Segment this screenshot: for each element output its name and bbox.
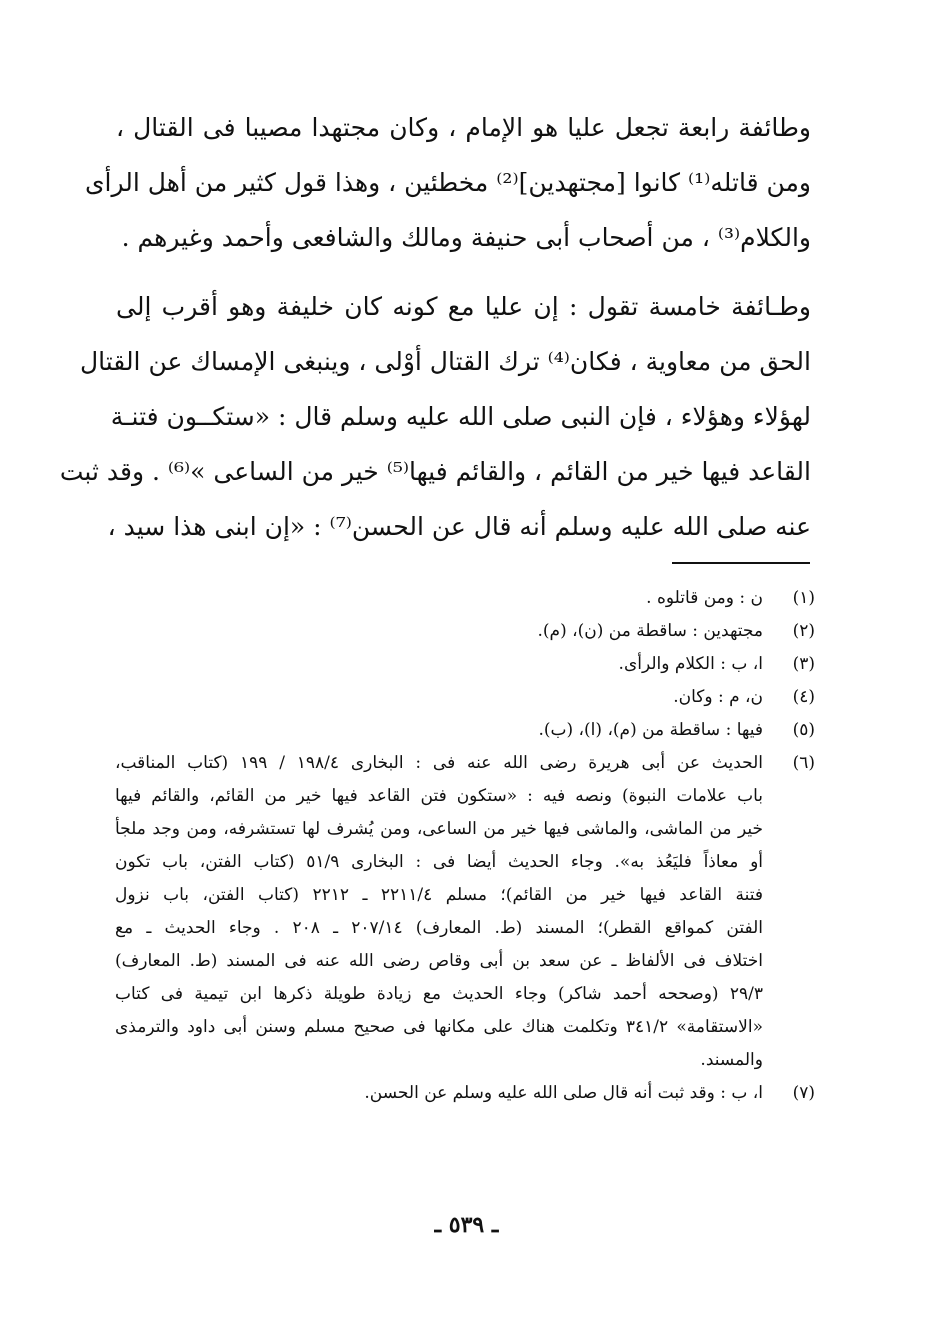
footnote-2 [115,615,815,648]
text-line: الحق من معاوية ، فكان⁽⁴⁾ ترك القتال أوْلى ، وينبغى الإمساك عن القتال [79,347,811,376]
footnote-number: (٤) [792,687,815,707]
text-line: ومن قاتله⁽¹⁾ كانوا [مجتهدين]⁽²⁾ مخطئين ، وهذا قول كثير من أهل الرأى [84,168,811,197]
footnote-4 [115,681,815,714]
text-line: والكلام⁽³⁾ ، من أصحاب أبى حنيفة ومالك والشافعى وأحمد وغيرهم . [121,223,811,252]
footnote-number: (٥) [792,720,815,740]
footnote-text: «الاستقامة» ٣٤١/٢ وتكلمت هناك على مكانها فى صحيح مسلم وسنن أبى داود والترمذى [115,1017,763,1037]
footnote-number: (٣) [792,654,815,674]
footnote-text: فيها : ساقطة من (م)، (ا)، (ب). [538,720,763,740]
paragraph [84,100,811,265]
footnote-number: (٦) [792,753,815,773]
page-number: ـ ٥٣٩ ـ [434,1212,499,1238]
footnote-7 [115,1077,815,1110]
text-line: لهؤلاء وهؤلاء ، فإن النبى صلى الله عليه وسلم قال : «ستكــون فتنـة [110,402,811,431]
footnote-text: أو معاذاً فليَعُذ به». وجاء الحديث أيضا فى : البخارى ٥١/٩ (كتاب الفتن، باب تكون [115,852,764,872]
text-line: القاعد فيها خير من القائم ، والقائم فيها⁽⁵⁾ خير من الساعى »⁽⁶⁾ . وقد ثبت [59,457,811,486]
footnote-text: ا، ب : الكلام والرأى. [618,654,763,674]
text-line: عنه صلى الله عليه وسلم أنه قال عن الحسن⁽⁷⁾ : «إن ابنى هذا سيد ، [107,512,811,541]
footnote-text: باب علامات النبوة) ونصه فيه : «ستكون فتن القاعد فيها خير من القائم، والقائم فيها [115,786,763,806]
footnotes [115,582,815,1110]
text-line: وطـائفة خامسة تقول : إن عليا مع كونه كان خليفة وهو أقرب إلى [116,292,811,321]
footnote-text: فتنة القاعد فيها خير من القائم)؛ مسلم ٢٢١١/٤ ـ ٢٢١٢ (كتاب الفتن، باب نزول [115,885,763,905]
footnote-separator [672,562,810,564]
footnote-text: والمسند. [700,1050,763,1070]
text-line: وطائفة رابعة تجعل عليا هو الإمام ، وكان مجتهدا مصيبا فى القتال ، [116,113,811,142]
footnote-text: الحديث عن أبى هريرة رضى الله عنه فى : البخارى ١٩٨/٤ / ١٩٩ (كتاب المناقب، [115,753,764,773]
paragraph [59,279,811,554]
footnote-text: ٢٩/٣ (وصححه أحمد شاكر) وجاء الحديث مع زيادة طويلة ذكرها ابن تيمية فى كتاب [115,984,763,1004]
footnote-text: مجتهدين : ساقطة من (ن)، (م). [537,621,763,641]
footnote-6 [115,747,815,1077]
footnote-number: (١) [792,588,815,608]
footnote-text: ا، ب : وقد ثبت أنه قال صلى الله عليه وسلم عن الحسن. [364,1083,763,1103]
main-text [59,100,811,568]
footnote-text: ن : ومن قاتلوه . [646,588,763,608]
footnote-number: (٧) [792,1083,815,1103]
footnote-text: ن، م : وكان. [673,687,763,707]
footnote-5 [115,714,815,747]
footnote-number: (٢) [792,621,815,641]
footnote-text: خير من الماشى، والماشى فيها خير من الساعى، ومن يُشرف لها تستشرفه، ومن وجد ملجأ [115,819,763,839]
footnote-1 [115,582,815,615]
footnote-text: اختلاف فى الألفاظ ـ عن سعد بن أبى وقاص رضى الله عنه فى المسند (ط. المعارف) [115,951,763,971]
footnote-3 [115,648,815,681]
footnote-text: الفتن كمواقع القطر)؛ المسند (ط. المعارف) ٢٠٧/١٤ ـ ٢٠٨ . وجاء الحديث ـ مع [115,918,763,938]
